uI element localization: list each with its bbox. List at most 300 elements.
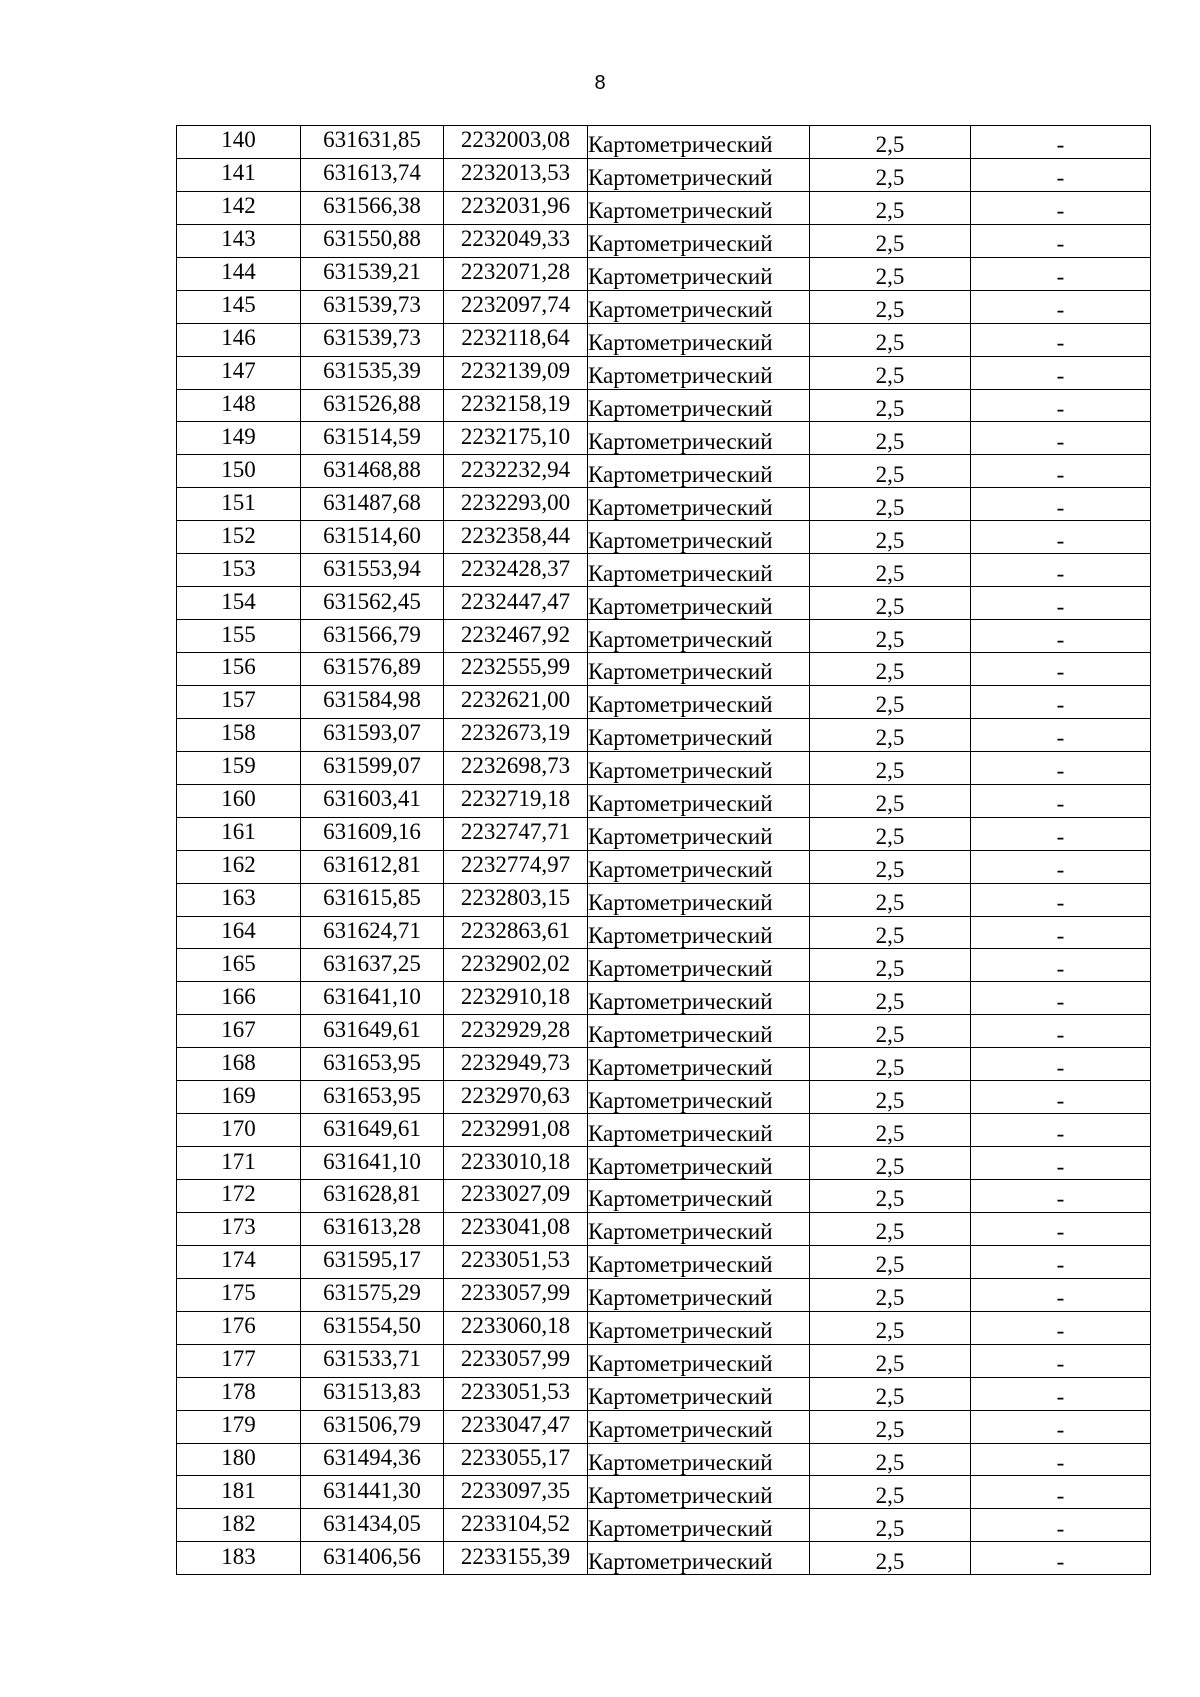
- cell-text: -: [1056, 593, 1065, 619]
- table-row: [177, 685, 1151, 718]
- cell-text: 2,5: [875, 560, 905, 586]
- cell-text: Картометрический: [588, 330, 773, 356]
- description-cell: [971, 1443, 1151, 1476]
- description-cell: [971, 883, 1151, 916]
- cell-text: 164: [221, 917, 256, 943]
- cell-text: 180: [221, 1444, 256, 1470]
- description-cell: [971, 488, 1151, 521]
- cell-text: 141: [221, 160, 256, 186]
- point-number-cell: [177, 356, 301, 389]
- y-coordinate-cell: [444, 323, 588, 356]
- precision-cell: [810, 1410, 971, 1443]
- cell-text: Картометрический: [588, 1449, 773, 1475]
- description-cell: [971, 1278, 1151, 1311]
- cell-text: 631612,81: [323, 852, 421, 878]
- cell-text: 2233051,53: [460, 1379, 571, 1405]
- cell-text: Картометрический: [588, 922, 773, 948]
- point-number-cell: [177, 718, 301, 751]
- x-coordinate-cell: [301, 521, 444, 554]
- y-coordinate-cell: [444, 1180, 588, 1213]
- cell-text: -: [1056, 297, 1065, 323]
- point-number-cell: [177, 389, 301, 422]
- table-row: [177, 1081, 1151, 1114]
- x-coordinate-cell: [301, 883, 444, 916]
- cell-text: 631653,95: [323, 1082, 421, 1108]
- method-cell: [588, 554, 810, 587]
- description-cell: [971, 323, 1151, 356]
- cell-text: 174: [221, 1247, 256, 1273]
- x-coordinate-cell: [301, 356, 444, 389]
- point-number-cell: [177, 850, 301, 883]
- x-coordinate-cell: [301, 916, 444, 949]
- cell-text: 631649,61: [323, 1016, 421, 1042]
- cell-text: 2232232,94: [460, 456, 571, 482]
- method-cell: [588, 817, 810, 850]
- cell-text: 2,5: [875, 165, 905, 191]
- point-number-cell: [177, 422, 301, 455]
- point-number-cell: [177, 916, 301, 949]
- y-coordinate-cell: [444, 191, 588, 224]
- cell-text: -: [1056, 857, 1065, 883]
- x-coordinate-cell: [301, 1114, 444, 1147]
- x-coordinate-cell: [301, 158, 444, 191]
- cell-text: -: [1056, 1548, 1065, 1574]
- cell-text: -: [1056, 659, 1065, 685]
- table-row: [177, 1377, 1151, 1410]
- description-cell: [971, 1114, 1151, 1147]
- y-coordinate-cell: [444, 587, 588, 620]
- cell-text: 2,5: [875, 527, 905, 553]
- x-coordinate-cell: [301, 1048, 444, 1081]
- page-number: 8: [594, 72, 606, 94]
- cell-text: 631535,39: [323, 358, 421, 384]
- x-coordinate-cell: [301, 620, 444, 653]
- description-cell: [971, 191, 1151, 224]
- cell-text: 2232863,61: [460, 917, 571, 943]
- point-number-cell: [177, 949, 301, 982]
- precision-cell: [810, 685, 971, 718]
- cell-text: 2232949,73: [460, 1049, 571, 1075]
- cell-text: -: [1056, 527, 1065, 553]
- table-row: [177, 1509, 1151, 1542]
- x-coordinate-cell: [301, 455, 444, 488]
- cell-text: Картометрический: [588, 1515, 773, 1541]
- table-row: [177, 323, 1151, 356]
- table-row: [177, 126, 1151, 159]
- cell-text: 631494,36: [323, 1444, 421, 1470]
- table-row: [177, 1048, 1151, 1081]
- table-row: [177, 1114, 1151, 1147]
- x-coordinate-cell: [301, 1443, 444, 1476]
- cell-text: Картометрический: [588, 461, 773, 487]
- cell-text: -: [1056, 198, 1065, 224]
- cell-text: 157: [221, 687, 256, 713]
- description-cell: [971, 1245, 1151, 1278]
- table-row: [177, 1245, 1151, 1278]
- precision-cell: [810, 1443, 971, 1476]
- cell-text: 2,5: [875, 1548, 905, 1574]
- cell-text: 631566,38: [323, 193, 421, 219]
- precision-cell: [810, 389, 971, 422]
- description-cell: [971, 817, 1151, 850]
- point-number-cell: [177, 1278, 301, 1311]
- x-coordinate-cell: [301, 1212, 444, 1245]
- cell-text: 2232003,08: [460, 127, 571, 153]
- description-cell: [971, 1344, 1151, 1377]
- y-coordinate-cell: [444, 718, 588, 751]
- cell-text: 631550,88: [323, 226, 421, 252]
- cell-text: 2233055,17: [460, 1444, 571, 1470]
- point-number-cell: [177, 982, 301, 1015]
- cell-text: 148: [221, 390, 256, 416]
- cell-text: 2,5: [875, 1285, 905, 1311]
- point-number-cell: [177, 455, 301, 488]
- table-row: [177, 1278, 1151, 1311]
- table-row: [177, 1443, 1151, 1476]
- cell-text: -: [1056, 626, 1065, 652]
- cell-text: 631506,79: [323, 1412, 421, 1438]
- cell-text: 2,5: [875, 363, 905, 389]
- cell-text: Картометрический: [588, 1087, 773, 1113]
- cell-text: 169: [221, 1082, 256, 1108]
- cell-text: 2,5: [875, 1153, 905, 1179]
- x-coordinate-cell: [301, 850, 444, 883]
- cell-text: 2,5: [875, 955, 905, 981]
- table-row: [177, 949, 1151, 982]
- cell-text: Картометрический: [588, 165, 773, 191]
- x-coordinate-cell: [301, 1081, 444, 1114]
- cell-text: 170: [221, 1115, 256, 1141]
- y-coordinate-cell: [444, 751, 588, 784]
- description-cell: [971, 949, 1151, 982]
- method-cell: [588, 1015, 810, 1048]
- method-cell: [588, 784, 810, 817]
- cell-text: 2,5: [875, 1186, 905, 1212]
- precision-cell: [810, 1114, 971, 1147]
- table-row: [177, 1212, 1151, 1245]
- x-coordinate-cell: [301, 1509, 444, 1542]
- description-cell: [971, 587, 1151, 620]
- y-coordinate-cell: [444, 1410, 588, 1443]
- cell-text: 2,5: [875, 231, 905, 257]
- method-cell: [588, 1443, 810, 1476]
- method-cell: [588, 1542, 810, 1575]
- table-row: [177, 1410, 1151, 1443]
- table-row: [177, 620, 1151, 653]
- cell-text: -: [1056, 560, 1065, 586]
- cell-text: 2,5: [875, 1417, 905, 1443]
- cell-text: -: [1056, 132, 1065, 158]
- cell-text: -: [1056, 264, 1065, 290]
- cell-text: 2,5: [875, 1515, 905, 1541]
- cell-text: 2232673,19: [460, 720, 571, 746]
- cell-text: 2232358,44: [460, 522, 571, 548]
- y-coordinate-cell: [444, 949, 588, 982]
- cell-text: 2,5: [875, 593, 905, 619]
- y-coordinate-cell: [444, 1311, 588, 1344]
- cell-text: Картометрический: [588, 1417, 773, 1443]
- cell-text: 2232719,18: [460, 786, 571, 812]
- description-cell: [971, 1212, 1151, 1245]
- method-cell: [588, 883, 810, 916]
- cell-text: 2232013,53: [460, 160, 571, 186]
- cell-text: 2232293,00: [460, 489, 571, 515]
- description-cell: [971, 455, 1151, 488]
- cell-text: 2,5: [875, 824, 905, 850]
- description-cell: [971, 1509, 1151, 1542]
- x-coordinate-cell: [301, 1015, 444, 1048]
- cell-text: 631575,29: [323, 1280, 421, 1306]
- table-row: [177, 1542, 1151, 1575]
- cell-text: 2,5: [875, 1351, 905, 1377]
- y-coordinate-cell: [444, 422, 588, 455]
- cell-text: 154: [221, 588, 256, 614]
- cell-text: -: [1056, 494, 1065, 520]
- cell-text: 178: [221, 1379, 256, 1405]
- cell-text: 2233097,35: [460, 1477, 571, 1503]
- precision-cell: [810, 653, 971, 686]
- table-row: [177, 653, 1151, 686]
- method-cell: [588, 1377, 810, 1410]
- table-row: [177, 883, 1151, 916]
- cell-text: 2232698,73: [460, 753, 571, 779]
- point-number-cell: [177, 1410, 301, 1443]
- point-number-cell: [177, 521, 301, 554]
- x-coordinate-cell: [301, 1542, 444, 1575]
- precision-cell: [810, 1245, 971, 1278]
- cell-text: -: [1056, 955, 1065, 981]
- method-cell: [588, 1278, 810, 1311]
- cell-text: -: [1056, 988, 1065, 1014]
- cell-text: Картометрический: [588, 231, 773, 257]
- table-row: [177, 1311, 1151, 1344]
- x-coordinate-cell: [301, 290, 444, 323]
- precision-cell: [810, 191, 971, 224]
- description-cell: [971, 521, 1151, 554]
- cell-text: Картометрический: [588, 1219, 773, 1245]
- x-coordinate-cell: [301, 191, 444, 224]
- method-cell: [588, 521, 810, 554]
- table-row: [177, 422, 1151, 455]
- cell-text: Картометрический: [588, 791, 773, 817]
- cell-text: 631603,41: [323, 786, 421, 812]
- cell-text: 2,5: [875, 988, 905, 1014]
- cell-text: 631599,07: [323, 753, 421, 779]
- table-row: [177, 850, 1151, 883]
- cell-text: -: [1056, 165, 1065, 191]
- cell-text: -: [1056, 1186, 1065, 1212]
- cell-text: -: [1056, 758, 1065, 784]
- description-cell: [971, 422, 1151, 455]
- cell-text: 631576,89: [323, 654, 421, 680]
- point-number-cell: [177, 587, 301, 620]
- cell-text: -: [1056, 1515, 1065, 1541]
- description-cell: [971, 554, 1151, 587]
- cell-text: 2,5: [875, 1384, 905, 1410]
- cell-text: 2233027,09: [460, 1181, 571, 1207]
- cell-text: -: [1056, 231, 1065, 257]
- table-row: [177, 1180, 1151, 1213]
- method-cell: [588, 751, 810, 784]
- cell-text: 2,5: [875, 1482, 905, 1508]
- cell-text: Картометрический: [588, 1482, 773, 1508]
- cell-text: 631615,85: [323, 885, 421, 911]
- description-cell: [971, 1048, 1151, 1081]
- method-cell: [588, 455, 810, 488]
- y-coordinate-cell: [444, 1377, 588, 1410]
- cell-text: 2,5: [875, 330, 905, 356]
- cell-text: 156: [221, 654, 256, 680]
- cell-text: 155: [221, 621, 256, 647]
- cell-text: -: [1056, 1120, 1065, 1146]
- method-cell: [588, 126, 810, 159]
- point-number-cell: [177, 191, 301, 224]
- cell-text: 177: [221, 1346, 256, 1372]
- cell-text: 173: [221, 1214, 256, 1240]
- cell-text: 160: [221, 786, 256, 812]
- method-cell: [588, 1212, 810, 1245]
- y-coordinate-cell: [444, 1147, 588, 1180]
- cell-text: -: [1056, 1153, 1065, 1179]
- cell-text: Картометрический: [588, 560, 773, 586]
- point-number-cell: [177, 784, 301, 817]
- cell-text: -: [1056, 1351, 1065, 1377]
- method-cell: [588, 224, 810, 257]
- y-coordinate-cell: [444, 290, 588, 323]
- y-coordinate-cell: [444, 620, 588, 653]
- cell-text: 2,5: [875, 857, 905, 883]
- point-number-cell: [177, 883, 301, 916]
- method-cell: [588, 620, 810, 653]
- x-coordinate-cell: [301, 554, 444, 587]
- cell-text: 179: [221, 1412, 256, 1438]
- table-row: [177, 784, 1151, 817]
- y-coordinate-cell: [444, 224, 588, 257]
- cell-text: 631468,88: [323, 456, 421, 482]
- cell-text: 2232747,71: [460, 819, 571, 845]
- method-cell: [588, 916, 810, 949]
- x-coordinate-cell: [301, 1180, 444, 1213]
- cell-text: -: [1056, 461, 1065, 487]
- x-coordinate-cell: [301, 224, 444, 257]
- description-cell: [971, 1180, 1151, 1213]
- cell-text: 176: [221, 1313, 256, 1339]
- description-cell: [971, 1311, 1151, 1344]
- cell-text: 183: [221, 1543, 256, 1569]
- description-cell: [971, 620, 1151, 653]
- precision-cell: [810, 883, 971, 916]
- x-coordinate-cell: [301, 488, 444, 521]
- table-row: [177, 224, 1151, 257]
- method-cell: [588, 718, 810, 751]
- cell-text: 2,5: [875, 132, 905, 158]
- point-number-cell: [177, 1180, 301, 1213]
- table-row: [177, 751, 1151, 784]
- y-coordinate-cell: [444, 1114, 588, 1147]
- cell-text: 631609,16: [323, 819, 421, 845]
- point-number-cell: [177, 1311, 301, 1344]
- point-number-cell: [177, 488, 301, 521]
- cell-text: 2232910,18: [460, 983, 571, 1009]
- x-coordinate-cell: [301, 817, 444, 850]
- y-coordinate-cell: [444, 685, 588, 718]
- table-row: [177, 389, 1151, 422]
- table-row: [177, 1147, 1151, 1180]
- x-coordinate-cell: [301, 1245, 444, 1278]
- cell-text: Картометрический: [588, 626, 773, 652]
- description-cell: [971, 224, 1151, 257]
- description-cell: [971, 718, 1151, 751]
- point-number-cell: [177, 224, 301, 257]
- y-coordinate-cell: [444, 455, 588, 488]
- y-coordinate-cell: [444, 653, 588, 686]
- description-cell: [971, 356, 1151, 389]
- method-cell: [588, 422, 810, 455]
- cell-text: 2,5: [875, 461, 905, 487]
- cell-text: 2,5: [875, 1021, 905, 1047]
- x-coordinate-cell: [301, 1147, 444, 1180]
- precision-cell: [810, 718, 971, 751]
- y-coordinate-cell: [444, 554, 588, 587]
- method-cell: [588, 1509, 810, 1542]
- precision-cell: [810, 158, 971, 191]
- cell-text: 631628,81: [323, 1181, 421, 1207]
- cell-text: Картометрический: [588, 890, 773, 916]
- table-row: [177, 718, 1151, 751]
- precision-cell: [810, 257, 971, 290]
- cell-text: Картометрический: [588, 988, 773, 1014]
- cell-text: Картометрический: [588, 297, 773, 323]
- cell-text: 2232071,28: [460, 259, 571, 285]
- x-coordinate-cell: [301, 587, 444, 620]
- y-coordinate-cell: [444, 982, 588, 1015]
- description-cell: [971, 751, 1151, 784]
- cell-text: Картометрический: [588, 428, 773, 454]
- x-coordinate-cell: [301, 1278, 444, 1311]
- cell-text: 631441,30: [323, 1477, 421, 1503]
- method-cell: [588, 1081, 810, 1114]
- cell-text: 144: [221, 259, 256, 285]
- cell-text: 163: [221, 885, 256, 911]
- x-coordinate-cell: [301, 389, 444, 422]
- cell-text: 2,5: [875, 1252, 905, 1278]
- cell-text: 2232175,10: [460, 423, 571, 449]
- cell-text: 182: [221, 1510, 256, 1536]
- cell-text: Картометрический: [588, 955, 773, 981]
- cell-text: 631562,45: [323, 588, 421, 614]
- point-number-cell: [177, 1114, 301, 1147]
- table-row: [177, 554, 1151, 587]
- cell-text: Картометрический: [588, 1548, 773, 1574]
- cell-text: Картометрический: [588, 198, 773, 224]
- y-coordinate-cell: [444, 1476, 588, 1509]
- cell-text: 631613,28: [323, 1214, 421, 1240]
- precision-cell: [810, 323, 971, 356]
- cell-text: 631624,71: [323, 917, 421, 943]
- cell-text: Картометрический: [588, 593, 773, 619]
- cell-text: 2232929,28: [460, 1016, 571, 1042]
- cell-text: 2233041,08: [460, 1214, 571, 1240]
- y-coordinate-cell: [444, 126, 588, 159]
- cell-text: Картометрический: [588, 857, 773, 883]
- description-cell: [971, 850, 1151, 883]
- cell-text: 2232031,96: [460, 193, 571, 219]
- cell-text: -: [1056, 1482, 1065, 1508]
- cell-text: -: [1056, 395, 1065, 421]
- cell-text: -: [1056, 1318, 1065, 1344]
- cell-text: 152: [221, 522, 256, 548]
- description-cell: [971, 1542, 1151, 1575]
